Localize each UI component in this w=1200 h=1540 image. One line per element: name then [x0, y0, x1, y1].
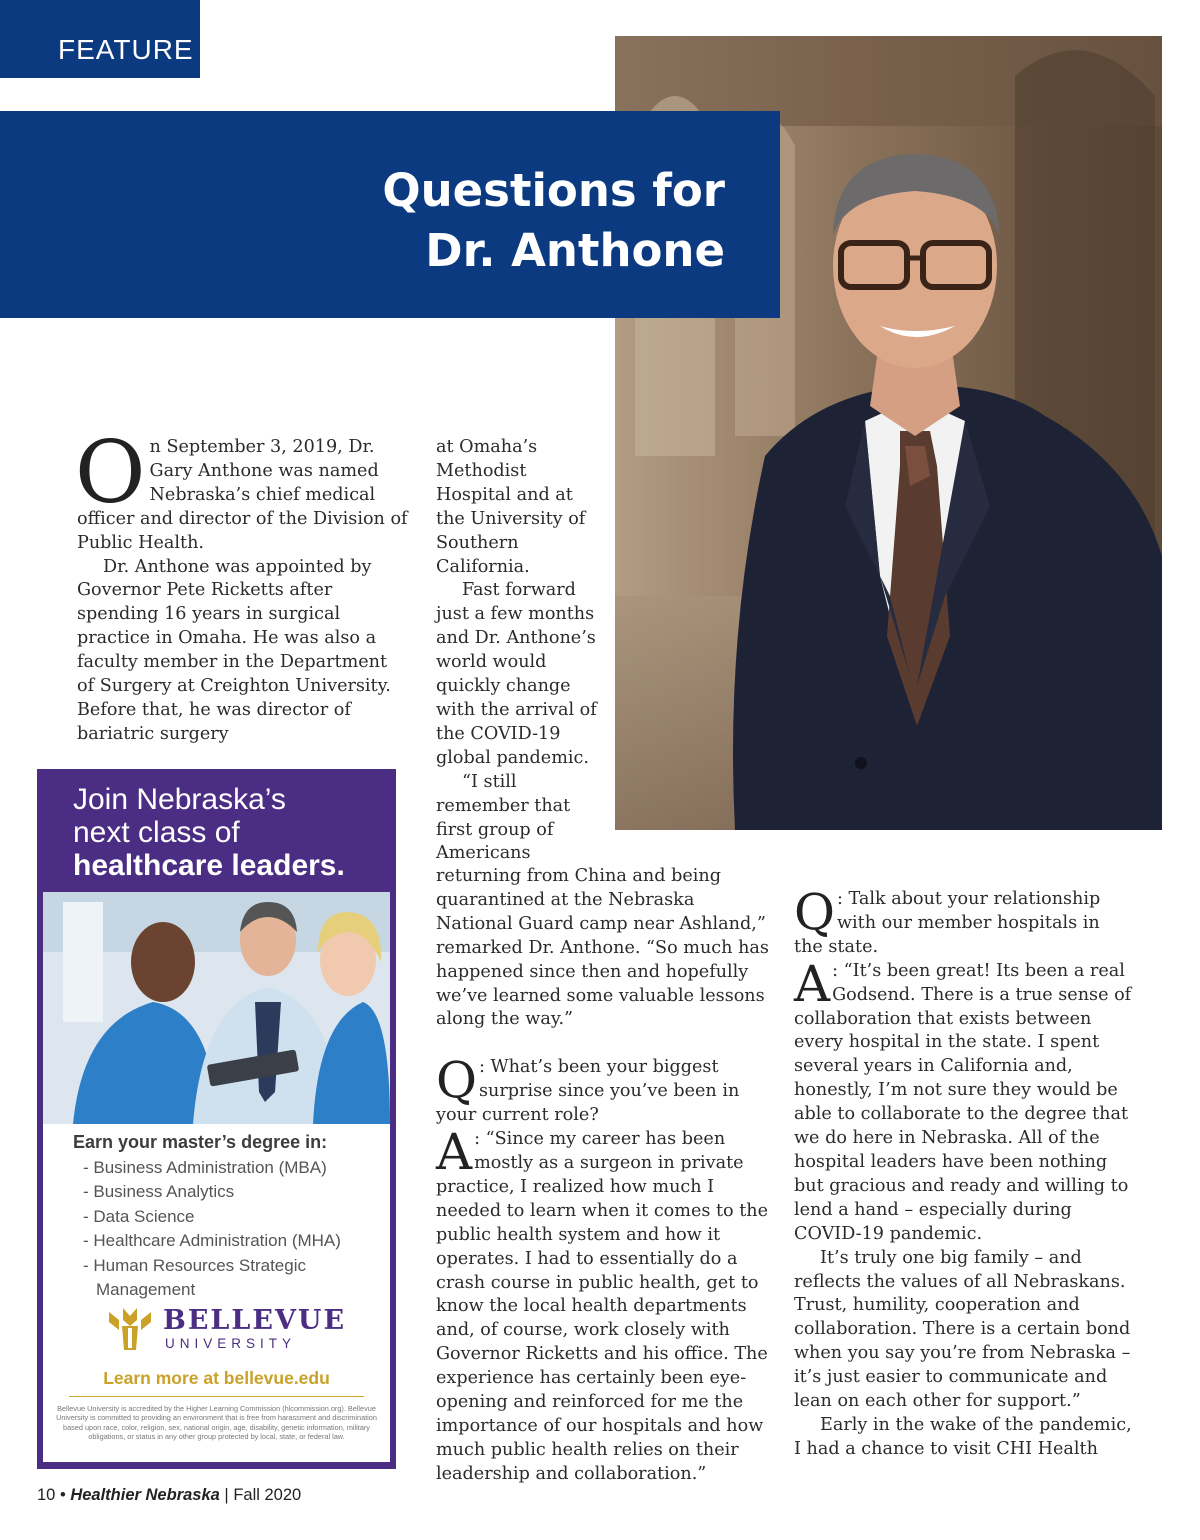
answer-1-text: : “Since my career has been mostly as a surgeon in private practice, I realized how much I needed to learn when it comes to the public health system and how it operates. I had to essentially do a crash course in public health, get to know the local health departments and, of course, work closely with Governor Ricketts and his office. The experience has certainly been eye-opening and reinforced for me the importance of our hospitals and how much public health relies on their leadership and collaboration.”	[436, 1129, 769, 1484]
title-line-2: Dr. Anthone	[425, 224, 725, 277]
answer-2-paragraph-3: Early in the wake of the pandemic, I had a chance to visit CHI Health	[794, 1414, 1132, 1459]
program-list	[83, 1156, 390, 1302]
ad-earn-label: Earn your master’s degree in:	[73, 1132, 328, 1152]
ad-headline-line-1: Join Nebraska’s	[73, 783, 286, 816]
issue-label: Fall 2020	[233, 1486, 302, 1504]
university-sub: UNIVERSITY	[165, 1336, 297, 1351]
magazine-name: Healthier Nebraska	[70, 1486, 220, 1504]
program-item: - Data Science	[83, 1206, 195, 1226]
article-column-2	[436, 865, 776, 1487]
ad-headline-bold: healthcare leaders.	[73, 849, 345, 882]
intro-paragraph	[75, 423, 409, 556]
paragraph-4-end: returning from China and being quarantined at the Nebraska National Guard camp near Ashland,” remarked Dr. Anthone. “So much has happened since then and hopefully we’ve learned some valuable lessons along the way.”	[436, 866, 769, 1030]
question-2-text: : Talk about your relationship with our member hospitals in the state.	[794, 889, 1101, 957]
intro-text: n September 3, 2019, Dr. Gary Anthone was named Nebraska’s chief medical officer and director of the Division of Public Health.	[77, 437, 408, 553]
question-1	[436, 1051, 776, 1128]
program-item: - Healthcare Administration (MHA)	[83, 1231, 341, 1251]
a-cap: A	[794, 954, 831, 1013]
program-item: - Business Analytics	[83, 1182, 235, 1202]
ad-info-panel	[43, 1124, 390, 1462]
page-number: 10	[37, 1486, 56, 1504]
footer-separator: |	[224, 1486, 229, 1504]
paragraph-4-start: “I still remember that first group of Americans	[436, 771, 571, 864]
ad-cta-link[interactable]: Learn more at bellevue.edu	[103, 1368, 330, 1388]
footer-bullet: •	[59, 1486, 66, 1504]
q-cap: Q	[436, 1051, 477, 1110]
paragraph-2: Dr. Anthone was appointed by Governor Pete Ricketts after spending 16 years in surgical practice in Omaha. He was also a faculty member in the Department of Surgery at Creighton University. Before that, he was director of bariatric surgery	[77, 556, 391, 744]
ad-headline-line-2: next class of	[73, 816, 240, 849]
bellevue-logo	[105, 1305, 347, 1352]
question-2	[794, 883, 1134, 960]
q-cap: Q	[794, 883, 835, 941]
answer-2-paragraph-2: It’s truly one big family – and reflects the values of all Nebraskans. Trust, humility, cooperation and collaboration. There is a certain bond when you say you’re from Nebraska – it’s just easier to communicate and lean on each other for support.”	[794, 1247, 1131, 1412]
page-title	[382, 161, 725, 281]
ad-headline	[73, 783, 345, 882]
ad-photo	[43, 892, 390, 1124]
program-item: - Human Resources Strategic Management	[83, 1255, 306, 1300]
a-cap: A	[436, 1123, 473, 1182]
section-label: FEATURE	[0, 0, 200, 78]
article-column-2-top	[436, 436, 604, 866]
university-name: BELLEVUE	[163, 1305, 347, 1336]
bellevue-ad[interactable]	[37, 769, 396, 1469]
article-column-1	[75, 423, 409, 747]
program-item: - Business Administration (MBA)	[83, 1158, 327, 1177]
paragraph-3: Fast forward just a few months and Dr. Anthone’s world would quickly change with the arrival of the COVID-19 global pandemic.	[436, 580, 597, 768]
question-1-text: : What’s been your biggest surprise since you’ve been in your current role?	[436, 1057, 740, 1126]
ad-fine-print: Bellevue University is accredited by the Higher Learning Commission (hlcommission.org). Bellevue University is committed to providing an environment that is free from harassment and discrimination based upon race, color, religion, sex, national origin, age, disability, genetic information, military obligations, or status in any other group protected by local, state, or federal law.	[56, 1404, 377, 1442]
page-footer	[37, 1486, 301, 1505]
title-band	[0, 111, 780, 318]
article-column-3	[794, 883, 1134, 1462]
answer-2-text: : “It’s been great! Its been a real Godsend. There is a true sense of collaboration that exists between every hospital in the state. I spent several years in California and, honestly, I’m not sure they would be able to collaborate to the degree that we do here in Nebraska. All of the hospital leaders have been nothing but gracious and ready and willing to lend a hand – especially during COVID-19 pandemic.	[794, 960, 1132, 1244]
title-line-1: Questions for	[382, 164, 725, 217]
answer-2	[794, 954, 1134, 1247]
paragraph-2-cont: at Omaha’s Methodist Hospital and at the University of Southern California.	[436, 437, 586, 577]
divider	[69, 1396, 364, 1397]
drop-cap: O	[75, 423, 146, 523]
bellevue-emblem-icon	[105, 1306, 155, 1352]
answer-1	[436, 1123, 776, 1487]
